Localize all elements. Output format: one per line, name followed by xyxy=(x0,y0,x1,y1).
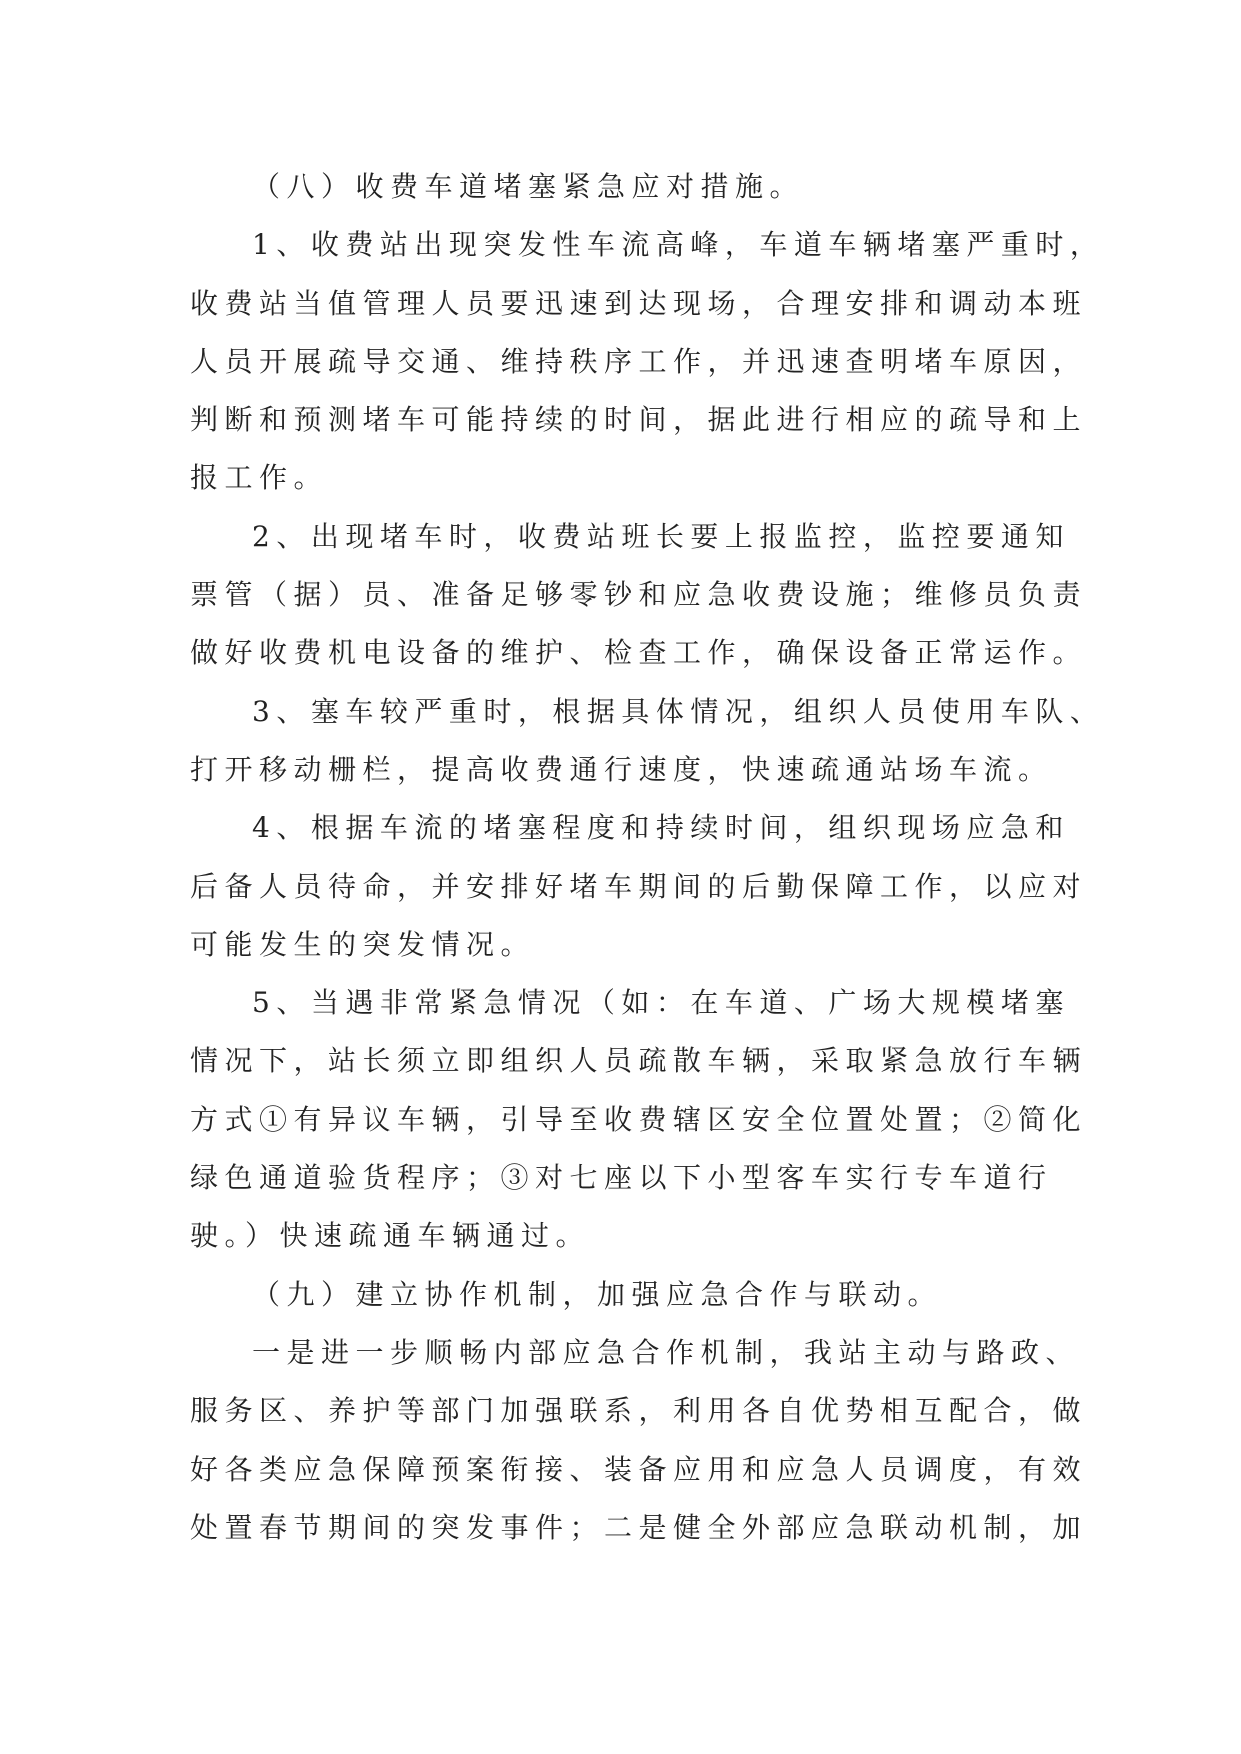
text-line-17: 方式①有异议车辆，引导至收费辖区安全位置处置；②简化 xyxy=(190,1102,1088,1136)
text-line-10: 3、塞车较严重时，根据具体情况，组织人员使用车队、 xyxy=(252,694,1105,728)
text-line-11: 打开移动栅栏，提高收费通行速度，快速疏通站场车流。 xyxy=(190,752,1053,786)
text-line-19: 驶。）快速疏通车辆通过。 xyxy=(190,1219,591,1253)
text-line-14: 可能发生的突发情况。 xyxy=(190,927,536,961)
text-line-21: 一是进一步顺畅内部应急合作机制，我站主动与路政、 xyxy=(252,1335,1081,1369)
text-line-8: 票管（据）员、准备足够零钞和应急收费设施；维修员负责 xyxy=(190,578,1088,612)
document-body xyxy=(190,158,1105,1557)
text-line-6: 报工作。 xyxy=(190,461,329,495)
text-line-18: 绿色通道验货程序；③对七座以下小型客车实行专车道行 xyxy=(190,1161,1053,1195)
text-line-9: 做好收费机电设备的维护、检查工作，确保设备正常运作。 xyxy=(190,636,1088,670)
text-line-22: 服务区、养护等部门加强联系，利用各自优势相互配合，做 xyxy=(190,1394,1088,1428)
text-line-24: 处置春节期间的突发事件；二是健全外部应急联动机制，加 xyxy=(190,1510,1088,1544)
text-line-5: 判断和预测堵车可能持续的时间，据此进行相应的疏导和上 xyxy=(190,403,1088,437)
text-line-16: 情况下，站长须立即组织人员疏散车辆，采取紧急放行车辆 xyxy=(190,1044,1088,1078)
text-line-7: 2、出现堵车时，收费站班长要上报监控，监控要通知 xyxy=(252,519,1070,553)
text-line-15: 5、当遇非常紧急情况（如：在车道、广场大规模堵塞 xyxy=(252,986,1070,1020)
text-line-23: 好各类应急保障预案衔接、装备应用和应急人员调度，有效 xyxy=(190,1452,1088,1486)
text-line-12: 4、根据车流的堵塞程度和持续时间，组织现场应急和 xyxy=(252,811,1070,845)
text-line-2: 1、收费站出现突发性车流高峰，车道车辆堵塞严重时， xyxy=(252,228,1105,262)
text-line-1: （八）收费车道堵塞紧急应对措施。 xyxy=(252,170,805,203)
text-line-13: 后备人员待命，并安排好堵车期间的后勤保障工作，以应对 xyxy=(190,869,1088,903)
text-line-4: 人员开展疏导交通、维持秩序工作，并迅速查明堵车原因， xyxy=(190,344,1088,378)
text-line-3: 收费站当值管理人员要迅速到达现场，合理安排和调动本班 xyxy=(190,286,1088,320)
text-line-20: （九）建立协作机制，加强应急合作与联动。 xyxy=(252,1277,943,1311)
